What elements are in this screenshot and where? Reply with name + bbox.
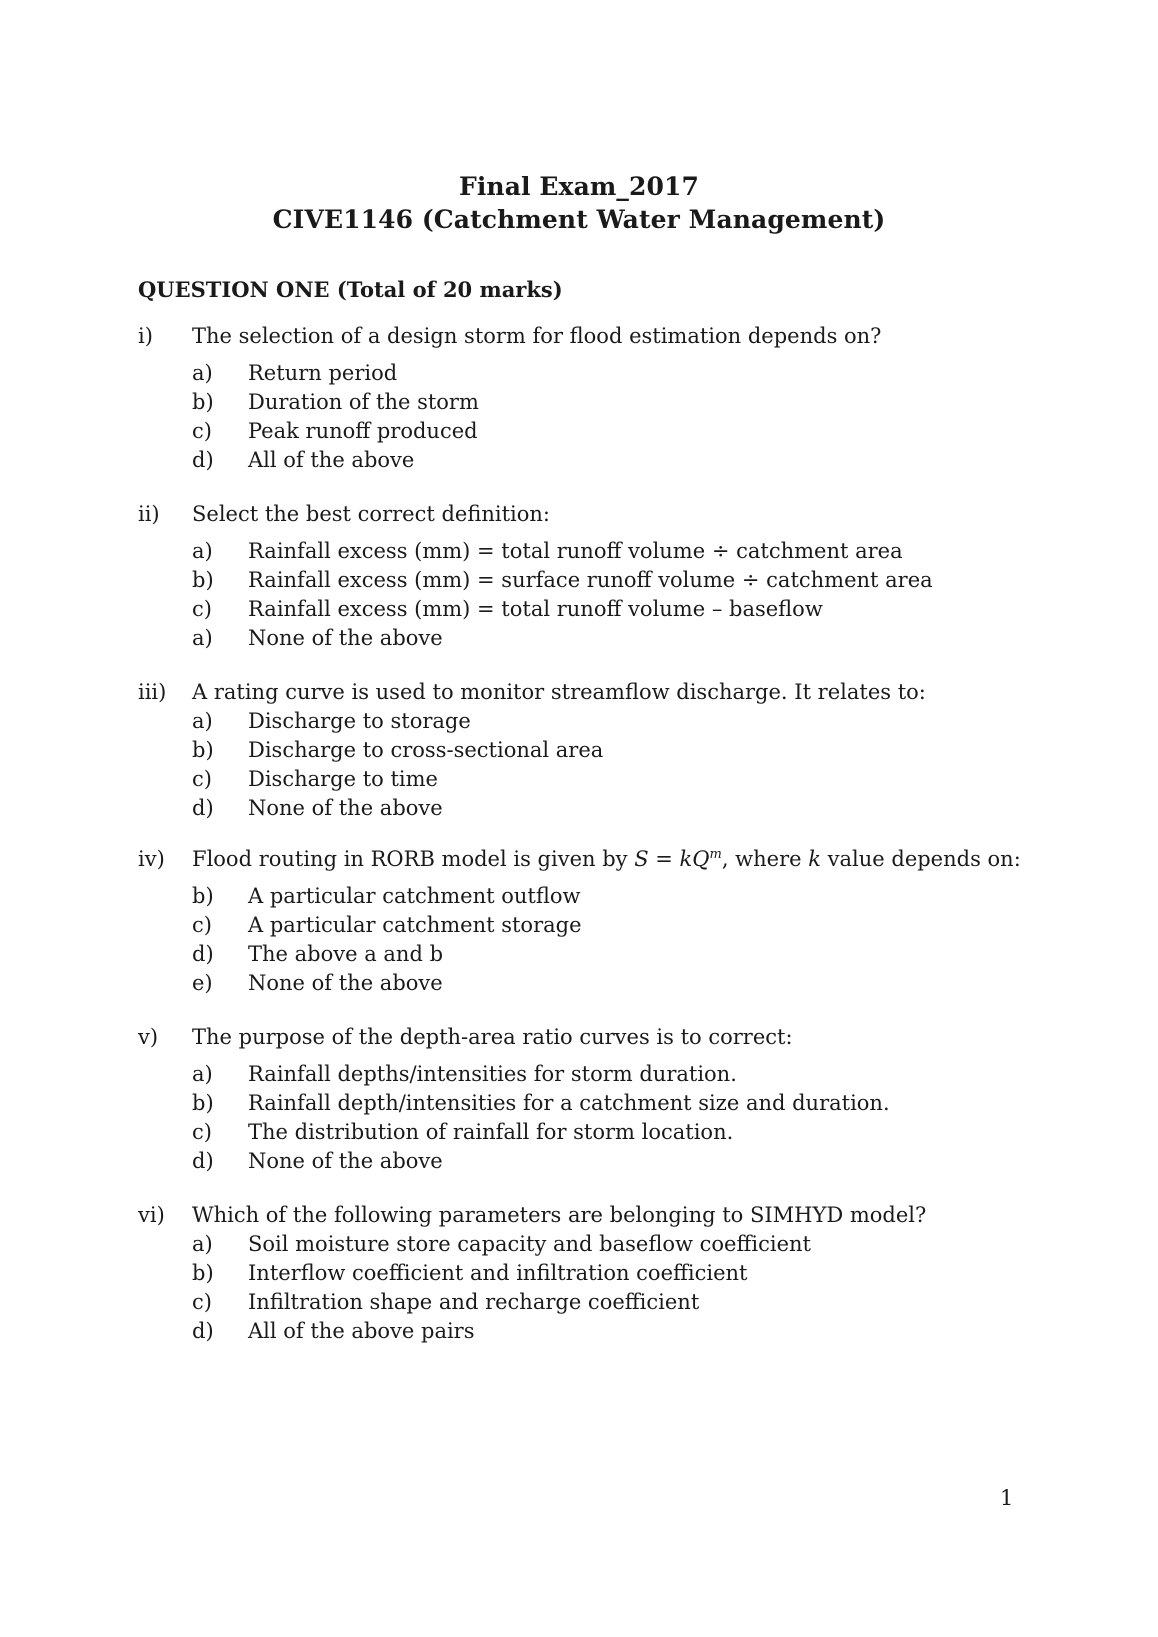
option-text: A particular catchment storage	[248, 913, 582, 937]
option-text: Rainfall excess (mm) = total runoff volume ÷ catchment area	[248, 539, 903, 563]
option-text: The above a and b	[248, 942, 444, 966]
option-list	[192, 537, 1018, 653]
option-text: All of the above	[248, 448, 415, 472]
option-text: Rainfall excess (mm) = surface runoff volume ÷ catchment area	[248, 568, 933, 592]
option-list	[192, 1060, 1018, 1176]
option-text: Rainfall depths/intensities for storm duration.	[248, 1062, 737, 1086]
option-item	[192, 765, 1018, 794]
section-heading: QUESTION ONE (Total of 20 marks)	[138, 277, 563, 302]
question-text	[192, 845, 1021, 874]
option-text: Discharge to time	[248, 767, 438, 791]
formula-variable-kq: kQ	[679, 847, 710, 871]
option-list	[192, 707, 1018, 823]
option-item	[192, 736, 1018, 765]
option-letter: a)	[192, 1062, 213, 1086]
question-text-mid: , where	[721, 847, 809, 871]
option-item	[192, 595, 1018, 624]
option-item	[192, 1060, 1018, 1089]
question-number: iii)	[138, 680, 167, 704]
option-letter: a)	[192, 539, 213, 563]
option-letter: b)	[192, 1261, 214, 1285]
option-item	[192, 537, 1018, 566]
option-item	[192, 359, 1018, 388]
option-text: Interflow coefficient and infiltration coefficient	[248, 1261, 748, 1285]
option-letter: c)	[192, 767, 212, 791]
page-number: 1	[1000, 1486, 1014, 1510]
course-title: CIVE1146 (Catchment Water Management)	[272, 205, 886, 234]
option-letter: b)	[192, 568, 214, 592]
option-letter: b)	[192, 884, 214, 908]
option-item	[192, 794, 1018, 823]
option-text: All of the above pairs	[248, 1319, 475, 1343]
option-item	[192, 388, 1018, 417]
option-letter: c)	[192, 1120, 212, 1144]
question-text: Which of the following parameters are belonging to SIMHYD model?	[192, 1203, 927, 1227]
option-letter: b)	[192, 738, 214, 762]
option-letter: e)	[192, 971, 213, 995]
option-text: Return period	[248, 361, 398, 385]
question-number: ii)	[138, 502, 160, 526]
option-text: Duration of the storm	[248, 390, 479, 414]
option-text: Soil moisture store capacity and baseflow coefficient	[248, 1232, 811, 1256]
option-item	[192, 1118, 1018, 1147]
option-letter: a)	[192, 1232, 213, 1256]
formula-variable-s: S	[634, 847, 649, 871]
option-letter: d)	[192, 1319, 214, 1343]
question-6	[138, 1201, 1018, 1346]
option-list	[192, 882, 1018, 998]
option-letter: d)	[192, 1149, 214, 1173]
option-letter: c)	[192, 419, 212, 443]
option-item	[192, 1089, 1018, 1118]
option-item	[192, 940, 1018, 969]
option-item	[192, 969, 1018, 998]
question-text: The selection of a design storm for flood estimation depends on?	[192, 324, 882, 348]
question-text: Select the best correct definition:	[192, 502, 550, 526]
question-number: iv)	[138, 847, 165, 871]
option-letter: c)	[192, 597, 212, 621]
option-letter: d)	[192, 448, 214, 472]
option-item	[192, 624, 1018, 653]
formula-exponent-m: m	[709, 847, 722, 862]
option-text: None of the above	[248, 796, 443, 820]
option-list	[192, 1230, 1018, 1346]
question-number: vi)	[138, 1203, 165, 1227]
option-item	[192, 417, 1018, 446]
option-letter: a)	[192, 361, 213, 385]
option-item	[192, 446, 1018, 475]
question-number: v)	[138, 1025, 159, 1049]
question-1	[138, 322, 1018, 475]
option-item	[192, 911, 1018, 940]
question-4	[138, 845, 1021, 998]
option-item	[192, 566, 1018, 595]
question-text-end: value depends on:	[820, 847, 1021, 871]
option-text: A particular catchment outflow	[248, 884, 581, 908]
option-letter: b)	[192, 1091, 214, 1115]
option-text: None of the above	[248, 1149, 443, 1173]
option-item	[192, 1288, 1018, 1317]
option-letter: d)	[192, 796, 214, 820]
question-text: The purpose of the depth-area ratio curves is to correct:	[192, 1025, 793, 1049]
option-item	[192, 1147, 1018, 1176]
option-text: Rainfall excess (mm) = total runoff volume – baseflow	[248, 597, 823, 621]
exam-title: Final Exam_2017	[458, 172, 699, 201]
option-text: None of the above	[248, 626, 443, 650]
option-item	[192, 707, 1018, 736]
option-item	[192, 882, 1018, 911]
option-letter: b)	[192, 390, 214, 414]
question-number: i)	[138, 324, 153, 348]
option-letter: c)	[192, 1290, 212, 1314]
question-5	[138, 1023, 1018, 1176]
question-2	[138, 500, 1018, 653]
option-text: Discharge to cross-sectional area	[248, 738, 604, 762]
option-letter: c)	[192, 913, 212, 937]
option-text: Discharge to storage	[248, 709, 471, 733]
option-text: The distribution of rainfall for storm location.	[248, 1120, 734, 1144]
option-item	[192, 1259, 1018, 1288]
option-text: None of the above	[248, 971, 443, 995]
question-text: A rating curve is used to monitor streamflow discharge. It relates to:	[192, 680, 926, 704]
option-letter: a)	[192, 626, 213, 650]
option-text: Peak runoff produced	[248, 419, 478, 443]
option-text: Infiltration shape and recharge coefficient	[248, 1290, 700, 1314]
question-3	[138, 678, 1018, 823]
option-item	[192, 1230, 1018, 1259]
question-text-start: Flood routing in RORB model is given by	[192, 847, 635, 871]
option-letter: d)	[192, 942, 214, 966]
formula-variable-k: k	[808, 847, 821, 871]
option-text: Rainfall depth/intensities for a catchment size and duration.	[248, 1091, 890, 1115]
option-item	[192, 1317, 1018, 1346]
option-letter: a)	[192, 709, 213, 733]
formula-equals: =	[648, 847, 680, 871]
option-list	[192, 359, 1018, 475]
title-block	[0, 170, 1158, 236]
